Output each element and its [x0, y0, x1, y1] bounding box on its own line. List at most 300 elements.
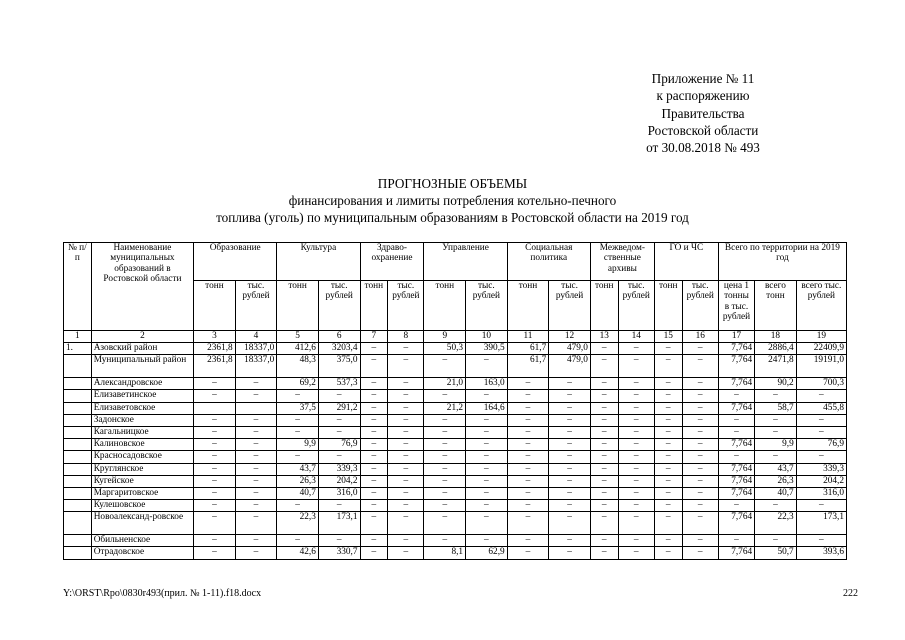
appendix-line: от 30.08.2018 № 493	[646, 140, 760, 156]
municipality-name-cell: Александровское	[91, 378, 193, 390]
value-cell: –	[507, 439, 549, 451]
value-cell: 7,764	[718, 343, 754, 355]
municipality-name-cell: Задонское	[91, 414, 193, 426]
column-number-cell: 13	[590, 331, 618, 343]
value-cell: –	[654, 451, 682, 463]
value-cell: –	[388, 512, 424, 535]
value-cell: 43,7	[755, 463, 797, 475]
value-cell: 21,2	[424, 402, 466, 414]
value-cell: –	[590, 500, 618, 512]
header-total-tonn: всего тонн	[755, 281, 797, 331]
header-tonn: тонн	[590, 281, 618, 331]
value-cell: 173,1	[796, 512, 846, 535]
value-cell: –	[388, 451, 424, 463]
value-cell: –	[507, 547, 549, 559]
value-cell: –	[318, 535, 360, 547]
value-cell: –	[590, 512, 618, 535]
column-number-cell: 4	[235, 331, 277, 343]
value-cell: –	[718, 390, 754, 402]
value-cell: –	[277, 535, 319, 547]
table-row	[64, 343, 847, 355]
value-cell: –	[466, 463, 508, 475]
value-cell: –	[549, 535, 591, 547]
value-cell: –	[424, 475, 466, 487]
value-cell: –	[654, 547, 682, 559]
value-cell: –	[194, 463, 236, 475]
value-cell: –	[590, 451, 618, 463]
value-cell: –	[796, 451, 846, 463]
column-number-cell: 5	[277, 331, 319, 343]
municipality-name-cell: Новоалександ-ровское	[91, 512, 193, 535]
table-row	[64, 512, 847, 535]
header-rub: тыс. рублей	[549, 281, 591, 331]
value-cell: –	[388, 535, 424, 547]
value-cell: 8,1	[424, 547, 466, 559]
value-cell: 7,764	[718, 439, 754, 451]
table-row	[64, 402, 847, 414]
value-cell: 7,764	[718, 378, 754, 390]
value-cell	[235, 402, 277, 414]
header-group: Межведом-ственные архивы	[590, 243, 654, 281]
value-cell: –	[796, 535, 846, 547]
header-rub: тыс. рублей	[466, 281, 508, 331]
value-cell: –	[682, 439, 718, 451]
table-row	[64, 378, 847, 390]
value-cell: 316,0	[318, 487, 360, 499]
value-cell: 339,3	[318, 463, 360, 475]
value-cell: –	[682, 500, 718, 512]
value-cell: –	[618, 547, 654, 559]
value-cell: –	[360, 475, 388, 487]
column-number-cell: 11	[507, 331, 549, 343]
value-cell: –	[682, 535, 718, 547]
municipality-name-cell: Красносадовское	[91, 451, 193, 463]
header-group: Образование	[194, 243, 277, 281]
row-number-cell	[64, 414, 92, 426]
fuel-limits-table	[63, 242, 847, 560]
value-cell: –	[388, 343, 424, 355]
value-cell: –	[388, 547, 424, 559]
value-cell: 50,3	[424, 343, 466, 355]
value-cell: –	[235, 547, 277, 559]
value-cell: –	[718, 426, 754, 438]
value-cell: –	[466, 390, 508, 402]
column-number-cell: 18	[755, 331, 797, 343]
column-number-cell: 6	[318, 331, 360, 343]
value-cell: –	[755, 451, 797, 463]
value-cell: –	[360, 390, 388, 402]
value-cell: –	[194, 426, 236, 438]
table-row	[64, 463, 847, 475]
value-cell: 42,6	[277, 547, 319, 559]
value-cell: –	[654, 475, 682, 487]
value-cell: 7,764	[718, 463, 754, 475]
table-row	[64, 390, 847, 402]
value-cell: –	[388, 390, 424, 402]
value-cell: –	[590, 535, 618, 547]
municipality-name-cell: Елизаветинское	[91, 390, 193, 402]
value-cell: –	[235, 378, 277, 390]
row-number-cell	[64, 475, 92, 487]
value-cell: –	[590, 463, 618, 475]
value-cell: –	[194, 390, 236, 402]
value-cell: –	[277, 390, 319, 402]
value-cell: 9,9	[277, 439, 319, 451]
value-cell: –	[388, 487, 424, 499]
value-cell	[194, 402, 236, 414]
value-cell: –	[424, 439, 466, 451]
value-cell: –	[507, 463, 549, 475]
value-cell: –	[194, 439, 236, 451]
value-cell: –	[590, 426, 618, 438]
value-cell: –	[318, 451, 360, 463]
value-cell: –	[194, 475, 236, 487]
value-cell: –	[424, 512, 466, 535]
value-cell: –	[466, 475, 508, 487]
value-cell: –	[618, 535, 654, 547]
value-cell: –	[755, 390, 797, 402]
value-cell: 173,1	[318, 512, 360, 535]
value-cell: 76,9	[796, 439, 846, 451]
value-cell: –	[194, 414, 236, 426]
table-row	[64, 439, 847, 451]
header-group: ГО и ЧС	[654, 243, 718, 281]
value-cell: –	[718, 451, 754, 463]
header-rub: тыс. рублей	[235, 281, 277, 331]
value-cell: –	[466, 426, 508, 438]
value-cell: 330,7	[318, 547, 360, 559]
header-num: № п/п	[64, 243, 92, 331]
value-cell: –	[618, 414, 654, 426]
value-cell: –	[466, 487, 508, 499]
header-group: Социальная политика	[507, 243, 590, 281]
value-cell: –	[194, 500, 236, 512]
value-cell: –	[549, 426, 591, 438]
value-cell: –	[654, 355, 682, 378]
municipality-name-cell: Калиновское	[91, 439, 193, 451]
value-cell: 316,0	[796, 487, 846, 499]
value-cell: –	[466, 414, 508, 426]
value-cell: –	[388, 355, 424, 378]
value-cell: –	[507, 390, 549, 402]
value-cell: 48,3	[277, 355, 319, 378]
value-cell: 3203,4	[318, 343, 360, 355]
column-number-cell: 9	[424, 331, 466, 343]
value-cell: 76,9	[318, 439, 360, 451]
column-number-cell: 14	[618, 331, 654, 343]
value-cell: –	[654, 402, 682, 414]
value-cell: 61,7	[507, 355, 549, 378]
document-title	[0, 175, 905, 226]
value-cell: –	[466, 535, 508, 547]
value-cell: –	[235, 463, 277, 475]
value-cell: –	[388, 402, 424, 414]
value-cell: –	[682, 547, 718, 559]
header-rub: тыс. рублей	[318, 281, 360, 331]
table-row	[64, 535, 847, 547]
value-cell: –	[466, 512, 508, 535]
value-cell: –	[654, 487, 682, 499]
value-cell: 90,2	[755, 378, 797, 390]
value-cell: –	[590, 390, 618, 402]
header-price: цена 1 тонны в тыс. рублей	[718, 281, 754, 331]
header-tonn: тонн	[360, 281, 388, 331]
value-cell: –	[235, 500, 277, 512]
value-cell: –	[590, 547, 618, 559]
value-cell: –	[318, 390, 360, 402]
value-cell: –	[507, 487, 549, 499]
page-number: 222	[843, 588, 858, 599]
table-row	[64, 475, 847, 487]
value-cell: –	[549, 475, 591, 487]
value-cell: 479,0	[549, 343, 591, 355]
value-cell: –	[549, 487, 591, 499]
value-cell: 390,5	[466, 343, 508, 355]
municipality-name-cell: Азовский район	[91, 343, 193, 355]
table-row	[64, 451, 847, 463]
value-cell: –	[549, 378, 591, 390]
header-tonn: тонн	[424, 281, 466, 331]
value-cell: –	[718, 414, 754, 426]
value-cell: 22409,9	[796, 343, 846, 355]
value-cell: 412,6	[277, 343, 319, 355]
column-number-cell: 16	[682, 331, 718, 343]
value-cell: –	[277, 451, 319, 463]
value-cell: –	[654, 390, 682, 402]
row-number-cell	[64, 390, 92, 402]
value-cell: –	[507, 426, 549, 438]
value-cell: –	[360, 512, 388, 535]
table-row	[64, 487, 847, 499]
value-cell: 19191,0	[796, 355, 846, 378]
value-cell: 69,2	[277, 378, 319, 390]
value-cell: 700,3	[796, 378, 846, 390]
appendix-line: Приложение № 11	[651, 71, 755, 86]
value-cell: –	[388, 475, 424, 487]
column-number-cell: 8	[388, 331, 424, 343]
appendix-line: Правительства	[661, 105, 745, 121]
value-cell: –	[590, 439, 618, 451]
row-number-cell	[64, 355, 92, 378]
municipality-name-cell: Маргаритовское	[91, 487, 193, 499]
value-cell: –	[235, 451, 277, 463]
value-cell: 393,6	[796, 547, 846, 559]
value-cell: –	[654, 463, 682, 475]
value-cell: 18337,0	[235, 343, 277, 355]
value-cell: –	[424, 414, 466, 426]
value-cell: –	[277, 426, 319, 438]
value-cell: –	[388, 414, 424, 426]
column-number-cell: 15	[654, 331, 682, 343]
row-number-cell	[64, 439, 92, 451]
row-number-cell	[64, 547, 92, 559]
value-cell: –	[507, 378, 549, 390]
value-cell: –	[466, 500, 508, 512]
value-cell: –	[682, 414, 718, 426]
value-cell: –	[507, 451, 549, 463]
value-cell: –	[360, 535, 388, 547]
value-cell: –	[590, 487, 618, 499]
row-number-cell: 1.	[64, 343, 92, 355]
table-row	[64, 500, 847, 512]
title-line-3: топлива (уголь) по муниципальным образованиям в Ростовской области на 2019 год	[216, 210, 689, 225]
value-cell: –	[388, 378, 424, 390]
value-cell: 2471,8	[755, 355, 797, 378]
value-cell: –	[549, 414, 591, 426]
column-number-cell: 2	[91, 331, 193, 343]
value-cell: –	[507, 475, 549, 487]
value-cell: 2361,8	[194, 355, 236, 378]
municipality-name-cell: Кулешовское	[91, 500, 193, 512]
value-cell: –	[654, 500, 682, 512]
value-cell: –	[618, 426, 654, 438]
value-cell: –	[755, 426, 797, 438]
value-cell: –	[235, 426, 277, 438]
value-cell: –	[718, 535, 754, 547]
value-cell: –	[654, 414, 682, 426]
value-cell: –	[796, 426, 846, 438]
value-cell: –	[682, 378, 718, 390]
value-cell: 21,0	[424, 378, 466, 390]
value-cell: –	[424, 487, 466, 499]
value-cell: –	[318, 500, 360, 512]
value-cell: –	[507, 414, 549, 426]
value-cell: –	[682, 402, 718, 414]
value-cell: –	[682, 463, 718, 475]
header-rub: тыс. рублей	[682, 281, 718, 331]
value-cell: –	[507, 402, 549, 414]
column-number-cell: 1	[64, 331, 92, 343]
column-number-cell: 10	[466, 331, 508, 343]
value-cell: 58,7	[755, 402, 797, 414]
value-cell: –	[618, 512, 654, 535]
value-cell: –	[507, 535, 549, 547]
value-cell: –	[549, 512, 591, 535]
value-cell: –	[618, 402, 654, 414]
municipality-name-cell: Круглянское	[91, 463, 193, 475]
value-cell: 204,2	[318, 475, 360, 487]
value-cell: –	[549, 402, 591, 414]
value-cell: –	[360, 426, 388, 438]
value-cell: –	[235, 414, 277, 426]
value-cell: 22,3	[755, 512, 797, 535]
value-cell: –	[277, 414, 319, 426]
value-cell: –	[618, 463, 654, 475]
row-number-cell	[64, 378, 92, 390]
value-cell: –	[618, 451, 654, 463]
header-tonn: тонн	[277, 281, 319, 331]
value-cell: –	[388, 463, 424, 475]
value-cell: –	[682, 343, 718, 355]
value-cell: –	[618, 487, 654, 499]
value-cell: 50,7	[755, 547, 797, 559]
value-cell: –	[654, 343, 682, 355]
value-cell: 22,3	[277, 512, 319, 535]
municipality-name-cell: Кугейское	[91, 475, 193, 487]
value-cell: –	[618, 343, 654, 355]
table-body	[64, 343, 847, 560]
value-cell: –	[424, 535, 466, 547]
value-cell: –	[194, 487, 236, 499]
value-cell: –	[618, 475, 654, 487]
value-cell: –	[388, 500, 424, 512]
value-cell: –	[718, 500, 754, 512]
value-cell: 26,3	[755, 475, 797, 487]
value-cell: –	[194, 451, 236, 463]
value-cell: –	[590, 378, 618, 390]
appendix-line: Ростовской области	[647, 122, 759, 138]
value-cell: –	[194, 512, 236, 535]
value-cell: –	[549, 439, 591, 451]
header-tonn: тонн	[654, 281, 682, 331]
value-cell: –	[590, 355, 618, 378]
value-cell: –	[755, 414, 797, 426]
value-cell: –	[424, 463, 466, 475]
column-number-cell: 7	[360, 331, 388, 343]
value-cell: –	[360, 500, 388, 512]
value-cell: –	[194, 547, 236, 559]
column-number-cell: 3	[194, 331, 236, 343]
value-cell: –	[618, 500, 654, 512]
value-cell: –	[682, 390, 718, 402]
value-cell: –	[318, 414, 360, 426]
value-cell: 455,8	[796, 402, 846, 414]
value-cell: –	[654, 535, 682, 547]
value-cell: –	[590, 414, 618, 426]
value-cell: –	[424, 355, 466, 378]
value-cell: –	[235, 512, 277, 535]
value-cell: –	[388, 439, 424, 451]
appendix-line: к распоряжению	[656, 88, 750, 104]
value-cell: 43,7	[277, 463, 319, 475]
table-row	[64, 414, 847, 426]
value-cell: 7,764	[718, 402, 754, 414]
value-cell: 204,2	[796, 475, 846, 487]
column-number-row	[64, 331, 847, 343]
value-cell: –	[360, 402, 388, 414]
row-number-cell	[64, 402, 92, 414]
value-cell: –	[360, 355, 388, 378]
value-cell: –	[796, 390, 846, 402]
value-cell: –	[755, 500, 797, 512]
row-number-cell	[64, 451, 92, 463]
column-number-cell: 17	[718, 331, 754, 343]
value-cell: –	[235, 439, 277, 451]
table-row	[64, 355, 847, 378]
value-cell: –	[507, 500, 549, 512]
header-group: Здраво-охранение	[360, 243, 424, 281]
column-number-cell: 19	[796, 331, 846, 343]
value-cell: –	[235, 390, 277, 402]
row-number-cell	[64, 535, 92, 547]
value-cell: –	[590, 402, 618, 414]
value-cell: –	[618, 390, 654, 402]
value-cell: 61,7	[507, 343, 549, 355]
municipality-name-cell: Муниципальный район	[91, 355, 193, 378]
value-cell: –	[549, 390, 591, 402]
value-cell: 537,3	[318, 378, 360, 390]
value-cell: –	[590, 343, 618, 355]
value-cell: –	[360, 414, 388, 426]
value-cell: –	[466, 355, 508, 378]
value-cell: –	[549, 451, 591, 463]
value-cell: –	[507, 512, 549, 535]
row-number-cell	[64, 426, 92, 438]
value-cell: –	[466, 439, 508, 451]
value-cell: –	[360, 343, 388, 355]
municipality-name-cell: Елизаветовское	[91, 402, 193, 414]
value-cell: 2886,4	[755, 343, 797, 355]
